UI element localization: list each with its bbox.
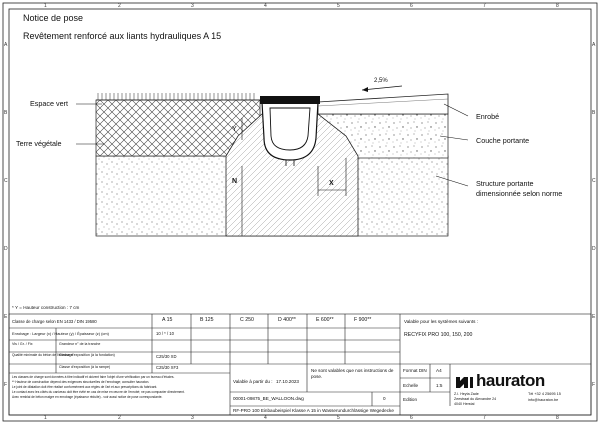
label-structure-portante-2: dimensionnée selon norme [476,189,563,198]
border-col-8b: 8 [556,415,559,421]
class-header: Classe de charge selon EN 1433 / DIN 19580 [12,319,97,324]
valid-systems-value: RECYFIX PRO 100, 150, 200 [404,332,473,338]
page-subtitle: Revêtement renforcé aux liants hydrauliques A 15 [23,31,222,41]
border-col-1: 1 [44,3,47,9]
format-value: A4 [436,368,442,373]
class-e600: E 600** [316,317,334,323]
border-row-f: F [4,382,8,388]
row-concrete-label: Qualité minimale du béton de l'enrobage [12,353,73,357]
remarks-label: Ne sont valables que nos instructions de pose. [311,368,394,379]
border-col-7: 7 [483,3,486,9]
border-col-2: 2 [118,3,121,9]
company-phone: Tél +32 4 25695 15 [528,392,561,396]
class-c250: C 250 [240,317,254,323]
company-email: info@hauraton.be [528,398,559,402]
class-b125: B 125 [200,317,214,323]
note-4: Le contact avec les côtés du caniveau doit être évité en cas de mise en œuvre de l'enrobé; ne pas compacter directement. [12,390,185,394]
border-row-e-right: E [592,314,596,320]
company-address-2: Zeestraat du Alexandre 24 [454,397,497,401]
title-line: RF-PRO 100 Einbaubeispiel Klasse A 15 in Wasserundurchlässige Wegedecke [233,408,394,413]
channel-grating [260,96,320,104]
hauraton-logo-mark [454,375,474,389]
page-title: Notice de pose [23,13,84,23]
dim-x-label: X [329,180,334,187]
grass-line [96,93,260,100]
dim-n-label: N [232,178,238,185]
border-col-7b: 7 [483,415,486,421]
border-row-b: B [4,110,8,116]
border-col-4: 4 [264,3,267,9]
border-col-5: 5 [337,3,340,9]
border-row-b-right: B [592,110,596,116]
border-row-c-right: C [592,178,596,184]
class-f900: F 900** [354,317,372,323]
footnote: * Y = Hauteur construction : 7 cm [12,305,80,310]
format-label: Format DIN [403,368,427,373]
border-row-a-right: A [592,42,596,48]
border-col-4b: 4 [264,415,267,421]
border-col-6b: 6 [410,415,413,421]
border-col-8: 8 [556,3,559,9]
dim-y-label: Y [232,126,237,133]
slope-label: 2,5% [374,78,388,84]
label-enrobe: Enrobé [476,112,500,121]
valid-from-date: 17.10.2023 [276,379,299,384]
border-col-2b: 2 [118,415,121,421]
border-col-6: 6 [410,3,413,9]
scale-value: 1:5 [436,383,443,388]
enrobe-layer [318,94,448,114]
border-col-1b: 1 [44,415,47,421]
row-exposure-sublabel: Classe d'exposition (à la rampe) [59,365,111,369]
border-row-d-right: D [592,246,596,252]
note-3: Le joint de dilatation doit être réalisé conformément aux règles de l'art et aux prescriptions du fabricant. [12,385,158,389]
row-enrobage-label: Enrobage : Largeur (x) / Hauteur (y) / Épaisseur (z) (cm) [12,331,109,336]
row-concrete-value: C25/30 XD [156,354,177,359]
border-col-3b: 3 [191,415,194,421]
valid-from-label: Valable à partir du : [233,379,273,384]
border-row-e: E [4,314,8,320]
scale-label: Echelle [403,383,419,388]
row-vis-label: Vis / Gr. / Fix [12,342,33,346]
label-espace-vert: Espace vert [30,99,68,108]
label-terre-vegetale: Terre végétale [16,139,62,148]
valid-systems-label: Valable pour les systèmes suivants : [404,319,478,324]
note-1: Les classes de charge sont données à titre indicatif et doivent faire l'objet d'une vérification par un bureau d'études. [12,375,175,379]
class-d400: D 400** [278,317,296,323]
row-enrobage-value: 10 / * / 10 [156,331,174,336]
border-col-3: 3 [191,3,194,9]
company-address-1: Z.I. Heyta Zade [454,392,479,396]
edition-label: Edition [403,397,418,402]
border-col-5b: 5 [337,415,340,421]
page-number: 0 [383,396,386,401]
label-couche-portante: Couche portante [476,136,530,145]
class-a15: A 15 [162,317,173,323]
border-row-d: D [4,246,8,252]
border-row-a: A [4,42,8,48]
company-address-3: 4040 Herstal [454,402,475,406]
border-row-c: C [4,178,8,184]
note-2: ** Hauteur de construction dépend des exigences structurelles de l'enrobage; consulter hauraton. [12,380,150,384]
row-vis-sublabel: Grandeur n° de la tranche [59,342,101,346]
company-logo-text: hauraton [476,371,545,390]
label-structure-portante: Structure portante [476,179,534,188]
row-exposure-value: C25/30 XF3 [156,365,179,370]
border-row-f-right: F [592,382,596,388]
drawing-number: 00001-09875_BE_WALLOON.dwg [233,396,304,401]
slope-arrow [362,86,402,92]
note-5: Avec remblai de béton maigre en enrobage (épaisseur réduite) - voir aussi notice de pose correspondante. [12,395,163,399]
row-concrete-sublabel: Classe d'exposition (à la fondation) [59,353,115,357]
